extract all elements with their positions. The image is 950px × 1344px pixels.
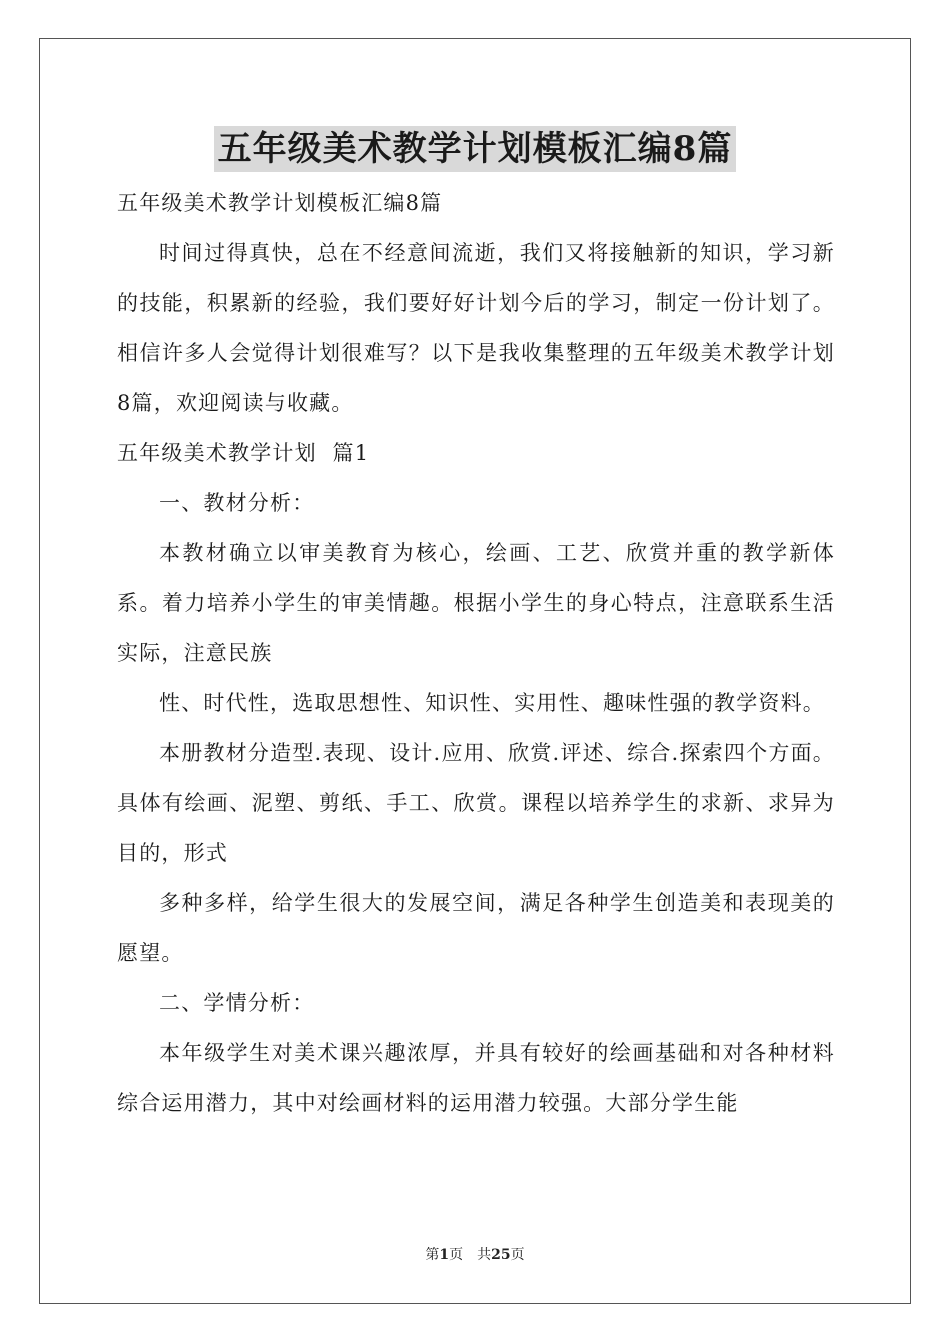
footer-page-unit: 页 <box>449 1247 464 1263</box>
heading-student-analysis: 二、学情分析： <box>159 991 315 1015</box>
footer-page-prefix: 第 <box>425 1247 440 1263</box>
page-footer <box>0 1244 950 1264</box>
document-body <box>117 178 835 1128</box>
title-wrap <box>0 126 950 172</box>
footer-page-total: 25 <box>491 1247 511 1263</box>
paragraph-intro: 时间过得真快，总在不经意间流逝，我们又将接触新的知识，学习新的技能，积累新的经验，我们要好好计划今后的学习，制定一份计划了。相信许多人会觉得计划很难写？以下是我收集整理的五年级美术教学计划8篇，欢迎阅读与收藏。 <box>117 241 835 415</box>
paragraph-student-1: 本年级学生对美术课兴趣浓厚，并具有较好的绘画基础和对各种材料综合运用潜力，其中对绘画材料的运用潜力较强。大部分学生能 <box>117 1041 835 1115</box>
document-title: 五年级美术教学计划模板汇编8篇 <box>214 126 737 172</box>
footer-total-prefix: 共 <box>477 1247 492 1263</box>
paragraph-subtitle: 五年级美术教学计划模板汇编8篇 <box>117 191 443 215</box>
paragraph-textbook-3: 本册教材分造型.表现、设计.应用、欣赏.评述、综合.探索四个方面。具体有绘画、泥塑、剪纸、手工、欣赏。课程以培养学生的求新、求异为目的，形式 <box>117 741 835 865</box>
footer-total-unit: 页 <box>510 1247 525 1263</box>
footer-page-current: 1 <box>439 1247 450 1263</box>
section-heading-1: 五年级美术教学计划 篇1 <box>117 441 370 465</box>
heading-textbook-analysis: 一、教材分析： <box>159 491 315 515</box>
paragraph-textbook-2: 性、时代性，选取思想性、知识性、实用性、趣味性强的教学资料。 <box>159 691 825 715</box>
paragraph-textbook-1: 本教材确立以审美教育为核心，绘画、工艺、欣赏并重的教学新体系。着力培养小学生的审美情趣。根据小学生的身心特点，注意联系生活实际，注意民族 <box>117 541 835 665</box>
paragraph-textbook-4: 多种多样，给学生很大的发展空间，满足各种学生创造美和表现美的愿望。 <box>117 891 835 965</box>
